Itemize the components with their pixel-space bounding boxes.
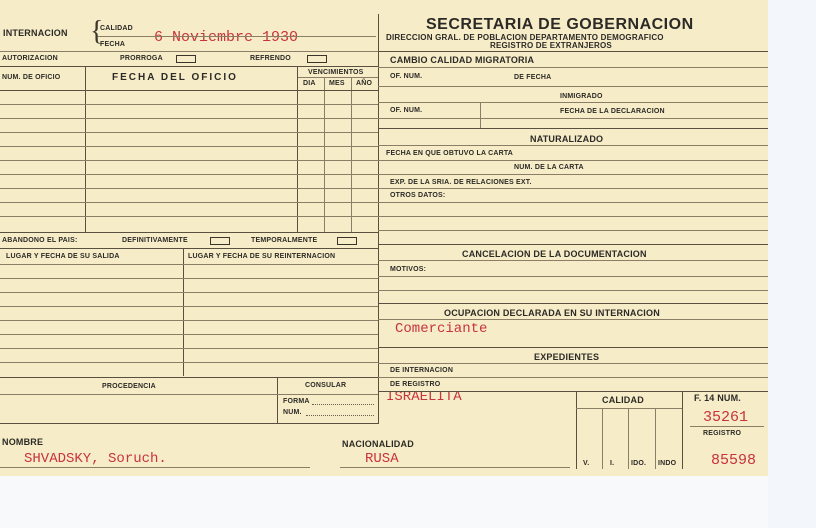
forma-line <box>312 404 374 405</box>
prorroga-label: PRORROGA <box>120 55 163 62</box>
rule <box>0 362 378 363</box>
rule <box>0 278 378 279</box>
registro-label: REGISTRO <box>703 430 742 437</box>
lugar-reinternacion-label: LUGAR Y FECHA DE SU REINTERNACION <box>188 253 336 260</box>
rule <box>378 160 768 161</box>
refrendo-box <box>307 55 327 63</box>
forma-label: FORMA <box>283 398 310 405</box>
rule <box>576 408 682 409</box>
calidad-label: CALIDAD <box>100 25 133 32</box>
rule <box>378 51 768 52</box>
office-line1: DIRECCION GRAL. DE POBLACION DEPARTAMENTO DEMOGRAFICO <box>386 33 664 42</box>
rule <box>378 260 768 261</box>
procedencia-label: PROCEDENCIA <box>102 383 156 390</box>
of-num2-label: OF. NUM. <box>390 107 423 114</box>
rule <box>183 248 184 376</box>
of-num-label: OF. NUM. <box>390 73 423 80</box>
rule <box>378 202 768 203</box>
num-oficio-label: NUM. DE OFICIO <box>2 74 61 81</box>
fecha-carta-label: FECHA EN QUE OBTUVO LA CARTA <box>386 150 514 157</box>
col-v: V. <box>583 460 590 467</box>
rule <box>0 292 378 293</box>
ocupacion-label: OCUPACION DECLARADA EN SU INTERNACION <box>444 308 660 318</box>
rule <box>0 377 378 378</box>
de-registro-label: DE REGISTRO <box>390 381 441 388</box>
rule <box>277 377 278 423</box>
rule <box>0 423 378 424</box>
religion-value: ISRAELITA <box>386 389 462 405</box>
rule <box>378 391 768 392</box>
refrendo-label: REFRENDO <box>250 55 291 62</box>
office-line2: REGISTRO DE EXTRANJEROS <box>490 41 612 50</box>
fecha-value: 6 Noviembre 1930 <box>154 29 299 46</box>
scan-background-bottom <box>0 476 768 528</box>
rule <box>0 90 378 91</box>
num-line <box>306 415 374 416</box>
nacionalidad-label: NACIONALIDAD <box>342 439 414 449</box>
rule <box>378 230 768 231</box>
expedientes-label: EXPEDIENTES <box>534 352 600 362</box>
consular-label: CONSULAR <box>305 382 347 389</box>
num-label: NUM. <box>283 409 302 416</box>
calidad-box-label: CALIDAD <box>602 395 644 405</box>
definitivamente-label: DEFINITIVAMENTE <box>122 237 188 244</box>
nacionalidad-value: RUSA <box>365 451 399 467</box>
rule <box>351 77 352 232</box>
ministry-title: SECRETARIA DE GOBERNACION <box>426 16 694 33</box>
ocupacion-value: Comerciante <box>395 321 488 337</box>
col-indo: INDO <box>658 460 677 467</box>
rule <box>0 160 378 161</box>
rule <box>0 264 378 265</box>
fecha-oficio-label: FECHA DEL OFICIO <box>112 72 238 83</box>
mes-label: MES <box>329 80 345 87</box>
rule <box>378 128 768 129</box>
rule <box>378 174 768 175</box>
nombre-line <box>0 467 310 468</box>
cambio-label: CAMBIO CALIDAD MIGRATORIA <box>390 55 535 65</box>
motivos-label: MOTIVOS: <box>390 266 427 273</box>
calidad-line <box>98 36 376 37</box>
rule <box>0 334 378 335</box>
dia-label: DIA <box>303 80 316 87</box>
cancelacion-label: CANCELACION DE LA DOCUMENTACION <box>462 249 647 259</box>
rule <box>480 102 481 128</box>
rule <box>576 391 577 469</box>
rule <box>0 394 378 395</box>
prorroga-box <box>176 55 196 63</box>
nombre-label: NOMBRE <box>2 437 44 447</box>
rule <box>378 216 768 217</box>
rule <box>298 77 378 78</box>
rule <box>378 244 768 245</box>
rule <box>682 391 683 469</box>
rule <box>0 216 378 217</box>
rule <box>0 348 378 349</box>
rule <box>378 319 768 320</box>
rule <box>378 188 768 189</box>
brace-icon: { <box>90 16 104 47</box>
rule <box>378 118 768 119</box>
scan-background-right <box>768 0 816 528</box>
rule <box>0 132 378 133</box>
exp-sria-label: EXP. DE LA SRIA. DE RELACIONES EXT. <box>390 179 532 186</box>
rule <box>0 104 378 105</box>
rule <box>0 146 378 147</box>
rule <box>378 86 768 87</box>
definitivamente-box <box>210 237 230 245</box>
rule <box>378 67 768 68</box>
rule <box>0 118 378 119</box>
ano-label: AÑO <box>356 80 373 87</box>
rule <box>0 248 378 249</box>
fecha-label: FECHA <box>100 41 126 48</box>
rule <box>378 303 768 304</box>
rule <box>602 408 603 469</box>
num-carta-label: NUM. DE LA CARTA <box>514 164 584 171</box>
rule <box>378 276 768 277</box>
rule <box>655 408 656 469</box>
autorizacion-label: AUTORIZACION <box>2 55 58 62</box>
f14-label: F. 14 NUM. <box>694 393 742 403</box>
rule <box>378 377 768 378</box>
rule <box>0 188 378 189</box>
f14-value: 35261 <box>703 409 749 426</box>
rule <box>690 426 764 427</box>
naturalizado-label: NATURALIZADO <box>530 134 604 144</box>
de-internacion-label: DE INTERNACION <box>390 367 454 374</box>
rule <box>378 102 768 103</box>
rule <box>0 320 378 321</box>
rule <box>0 174 378 175</box>
rule <box>324 77 325 232</box>
col-ido: IDO. <box>631 460 647 467</box>
col-i: I. <box>610 460 615 467</box>
lugar-salida-label: LUGAR Y FECHA DE SU SALIDA <box>6 253 120 260</box>
rule <box>378 363 768 364</box>
nacionalidad-line <box>340 467 570 468</box>
rule <box>378 347 768 348</box>
rule <box>378 290 768 291</box>
rule <box>0 51 378 52</box>
rule <box>628 408 629 469</box>
rule <box>0 306 378 307</box>
abandono-label: ABANDONO EL PAIS: <box>2 237 78 244</box>
temporalmente-label: TEMPORALMENTE <box>251 237 318 244</box>
fecha-declaracion-label: FECHA DE LA DECLARACION <box>560 108 665 115</box>
de-fecha-label: DE FECHA <box>514 74 552 81</box>
temporalmente-box <box>337 237 357 245</box>
nombre-value: SHVADSKY, Soruch. <box>24 451 167 467</box>
rule <box>378 145 768 146</box>
rule <box>0 66 378 67</box>
inmigrado-label: INMIGRADO <box>560 93 603 100</box>
registro-value: 85598 <box>711 452 757 469</box>
internacion-label: INTERNACION <box>3 28 68 38</box>
otros-datos-label: OTROS DATOS: <box>390 192 446 199</box>
rule <box>0 232 378 233</box>
rule <box>0 202 378 203</box>
vencimientos-label: VENCIMIENTOS <box>308 69 364 76</box>
